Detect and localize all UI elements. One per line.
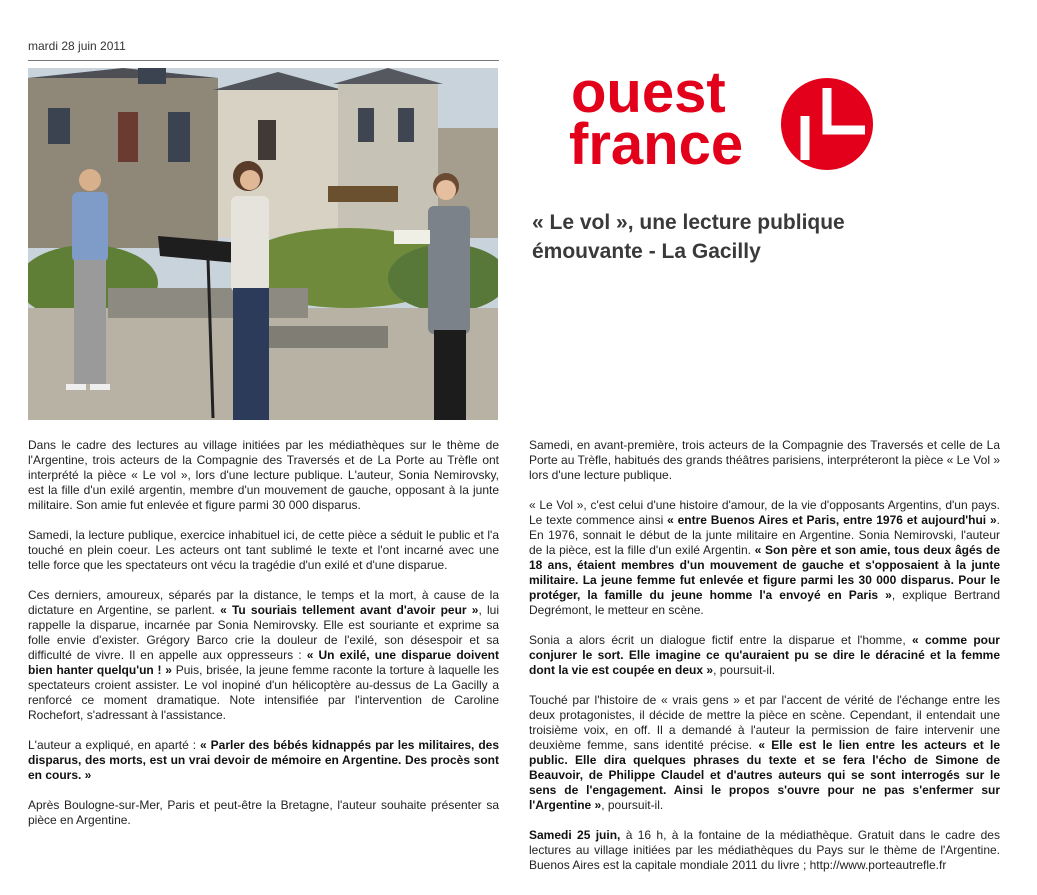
text-run: à 16 h, à la fontaine de la médiathèque. Gratuit dans le cadre des lectures au village initiées par les médiathèques du Pays sur le thème de l'Argentine. Buenos Aires est la capitale mondiale 2011 du livre ; http://www.porteautrefle.fr	[529, 828, 1000, 872]
quote: « Elle est le lien entre les acteurs et le public. Elle dira quelques phrases du texte et se fera l'écho de Simone de Beauvoir, de Philippe Claudel et d'autres auteurs qui se sont interrogés sur le sens de l'engagement. Ainsi le propos s'ouvre pour ne pas s'enfermer sur l'Argentine »	[529, 738, 1000, 812]
paragraph	[529, 633, 1000, 678]
text-run: , explique Bertrand Degrémont, le metteur en scène.	[529, 588, 1000, 617]
paragraph	[529, 498, 1000, 618]
text-run: Sonia a alors écrit un dialogue fictif entre la disparue et l'homme,	[529, 633, 912, 647]
article-photo	[28, 68, 498, 420]
text-run: Ces derniers, amoureux, séparés par la distance, le temps et la mort, à cause de la dictature en Argentine, se parlent.	[28, 588, 499, 617]
logo-line-ouest: ouest	[571, 60, 726, 125]
quote: « comme pour conjurer le sort. Elle imagine ce qu'auraient pu se dire le déraciné et la femme dont la vie est coupée en deux »	[529, 633, 1000, 677]
ouest-france-logo	[565, 58, 885, 178]
text-run: « Le Vol », c'est celui d'une histoire d'amour, de la vie d'opposants Argentins, d'un pays. Le texte commence ainsi	[529, 498, 1000, 527]
article-headline	[532, 208, 962, 266]
event-date: Samedi 25 juin,	[529, 828, 621, 842]
paragraph: Samedi, la lecture publique, exercice inhabituel ici, de cette pièce a séduit le public et l'a touché en plein coeur. Les acteurs ont tant sublimé le texte et l'ont incarné avec une telle force que les spectateurs ont vécu la tragédie d'un exilé et d'une disparue.	[28, 528, 499, 572]
text-run: . En 1976, sonnait le début de la junte militaire en Argentine. Sonia Nemirovski, l'auteur de la pièce, est la fille d'un exilé Argentin.	[529, 513, 1000, 557]
text-run: , poursuit-il.	[713, 663, 776, 677]
paragraph: Après Boulogne-sur-Mer, Paris et peut-être la Bretagne, l'auteur souhaite présenter sa pièce en Argentine.	[28, 798, 499, 827]
headline-line-1: « Le vol », une lecture publique	[532, 211, 845, 234]
paragraph: Dans le cadre des lectures au village initiées par les médiathèques sur le thème de l'Argentine, trois acteurs de la Compagnie des Traversés et de La Porte au Trèfle ont interprété la pièce « Le vol », lors d'une lecture publique. L'auteur, Sonia Nemirovsky, est la fille d'un exilé argentin, membre d'un mouvement de gauche, opposant à la junte militaire. Son amie fut enlevée et figure parmi 30 000 disparus.	[28, 438, 499, 512]
paragraph	[529, 828, 1000, 873]
article-right-column	[529, 438, 1000, 888]
quote: « Tu souriais tellement avant d'avoir peur »	[220, 603, 479, 617]
quote: « Un exilé, une disparue doivent bien hanter quelqu'un ! »	[28, 648, 500, 677]
text-run: , lui rappelle la disparue, incarnée par Sonia Nemirovsky. Elle est souriante et exprime sa folle envie d'exister. Grégory Barco crie la douleur de l'exilé, son désespoir et sa difficulté de vivre. Il en appelle aux oppresseurs :	[28, 603, 499, 662]
article-left-column	[28, 438, 499, 843]
text-run: Puis, brisée, la jeune femme raconte la torture à laquelle les spectateurs croient assister. Le vol inopiné d'un hélicoptère au-dessus de La Gacilly a renforcé ce moment dramatique. Note intensifiée par l'intervention de Caroline Rochefort, s'adressant à l'assistance.	[28, 663, 499, 722]
paragraph	[28, 588, 499, 723]
logo-line-france: france	[569, 112, 744, 177]
text-run: L'auteur a expliqué, en aparté :	[28, 738, 201, 752]
paragraph: Samedi, en avant-première, trois acteurs de la Compagnie des Traversés et celle de La Porte au Trèfle, habitués des grands théâtres parisiens, interpréteront la pièce « Le Vol » lors d'une lecture publique.	[529, 438, 1000, 482]
paragraph	[529, 693, 1000, 813]
quote: « entre Buenos Aires et Paris, entre 1976 et aujourd'hui »	[667, 513, 997, 527]
article-date: mardi 28 juin 2011	[28, 39, 126, 53]
text-run: , poursuit-il.	[601, 798, 664, 812]
quote: « Parler des bébés kidnappés par les militaires, des disparus, des morts, est un vrai devoir de mémoire en Argentine. Des procès sont en cours. »	[28, 738, 499, 782]
headline-line-2: émouvante - La Gacilly	[532, 240, 761, 263]
quote: « Son père et son amie, tous deux âgés de 18 ans, étaient membres d'un mouvement de gauche et s'opposaient à la junte militaire. La jeune femme fut enlevée et figure parmi les 30 000 disparus. Pour le protéger, la famille du jeune homme l'a envoyé en Paris »	[529, 543, 1000, 602]
header-divider	[28, 60, 499, 61]
street-reading-photo	[28, 68, 498, 420]
paragraph	[28, 738, 499, 783]
text-run: Touché par l'histoire de « vrais gens » et par l'accent de vérité de l'échange entre les deux protagonistes, il décide de mettre la pièce en scène. Cependant, il entendait une troisième voix, en off. Il a demandé à l'auteur la permission de faire intervenir une deuxième femme, sans identité précise.	[529, 693, 1000, 752]
